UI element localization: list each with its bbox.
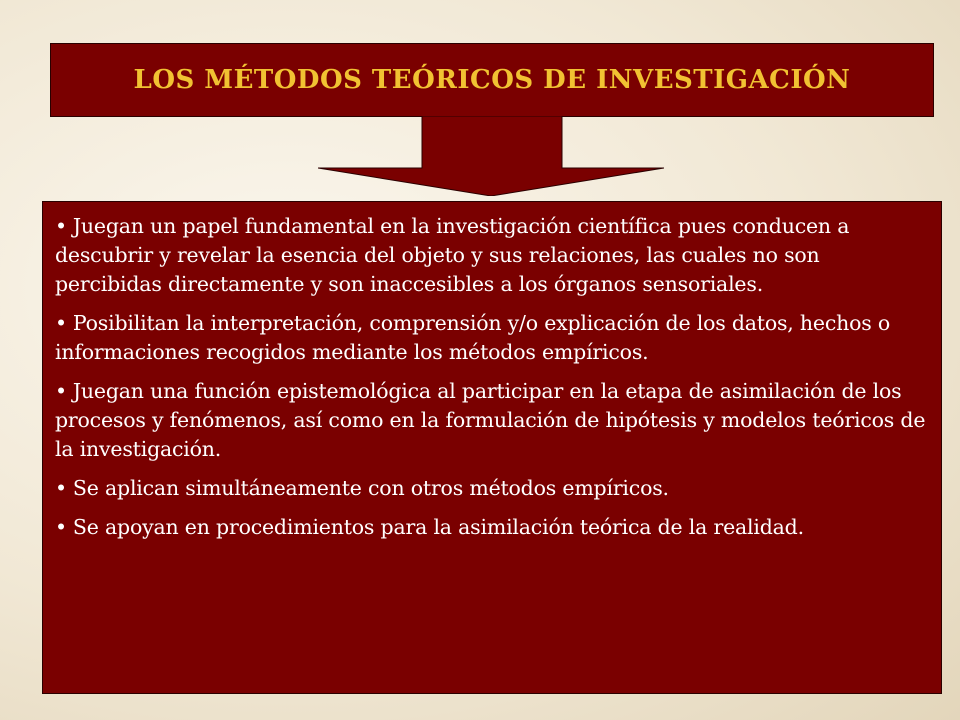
bullet-text: Se apoyan en procedimientos para la asimilación teórica de la realidad.: [72, 515, 804, 539]
bullet-item: [55, 513, 927, 542]
down-arrow-icon: [318, 116, 664, 196]
bullet-text: Juegan una función epistemológica al participar en la etapa de asimilación de los procesos y fenómenos, así como en la formulación de hipótesis y modelos teóricos de la investigación.: [55, 379, 926, 461]
bullet-item: [55, 377, 927, 464]
bullet-item: [55, 474, 927, 503]
bullet-item: [55, 309, 927, 367]
bullet-marker: •: [55, 214, 67, 238]
bullet-text: Juegan un papel fundamental en la investigación científica pues conducen a descubrir y revelar la esencia del objeto y sus relaciones, las cuales no son percibidas directamente y son inaccesibles a los órganos sensoriales.: [55, 214, 850, 296]
bullet-marker: •: [55, 311, 67, 335]
bullet-text: Posibilitan la interpretación, comprensión y/o explicación de los datos, hechos o informaciones recogidos mediante los métodos empíricos.: [55, 311, 891, 364]
bullet-list: [55, 212, 927, 542]
bullet-marker: •: [55, 515, 67, 539]
content-box: [42, 201, 942, 694]
bullet-marker: •: [55, 379, 67, 403]
title-box: [50, 43, 934, 117]
bullet-marker: •: [55, 476, 67, 500]
slide-title: LOS MÉTODOS TEÓRICOS DE INVESTIGACIÓN: [133, 65, 851, 95]
bullet-text: Se aplican simultáneamente con otros métodos empíricos.: [72, 476, 669, 500]
bullet-item: [55, 212, 927, 299]
